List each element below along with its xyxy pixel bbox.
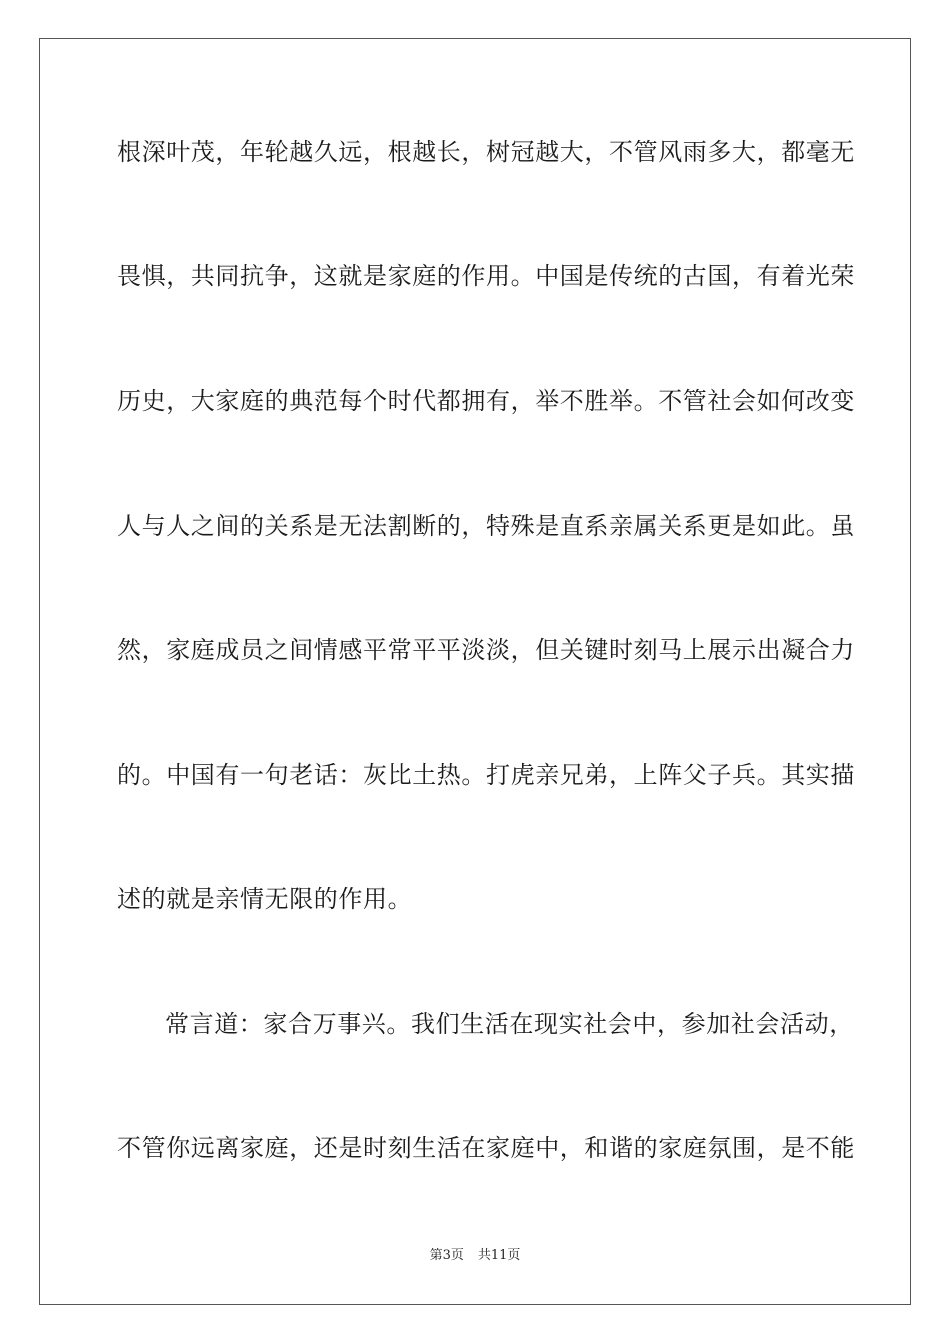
text-line: 述的就是亲情无限的作用。 <box>117 885 413 913</box>
text-line: 人与人之间的关系是无法割断的，特殊是直系亲属关系更是如此。虽 <box>117 512 855 540</box>
page-frame <box>39 38 911 1305</box>
text-line: 然，家庭成员之间情感平常平平淡淡，但关键时刻马上展示出凝合力 <box>117 636 855 664</box>
page-number-total: 共11页 <box>477 1248 521 1263</box>
text-line: 历史，大家庭的典范每个时代都拥有，举不胜举。不管社会如何改变 <box>117 387 855 415</box>
page-number-current: 第3页 <box>429 1248 464 1263</box>
text-line: 畏惧，共同抗争，这就是家庭的作用。中国是传统的古国，有着光荣 <box>117 262 855 290</box>
text-line: 根深叶茂，年轮越久远，根越长，树冠越大，不管风雨多大，都毫无 <box>117 138 855 166</box>
paragraph-first-line: 常言道：家合万事兴。我们生活在现实社会中，参加社会活动， <box>165 1010 854 1038</box>
text-line: 不管你远离家庭，还是时刻生活在家庭中，和谐的家庭氛围，是不能 <box>117 1134 855 1162</box>
page-footer <box>0 1247 950 1265</box>
text-line: 的。中国有一句老话：灰比土热。打虎亲兄弟，上阵父子兵。其实描 <box>117 761 855 789</box>
